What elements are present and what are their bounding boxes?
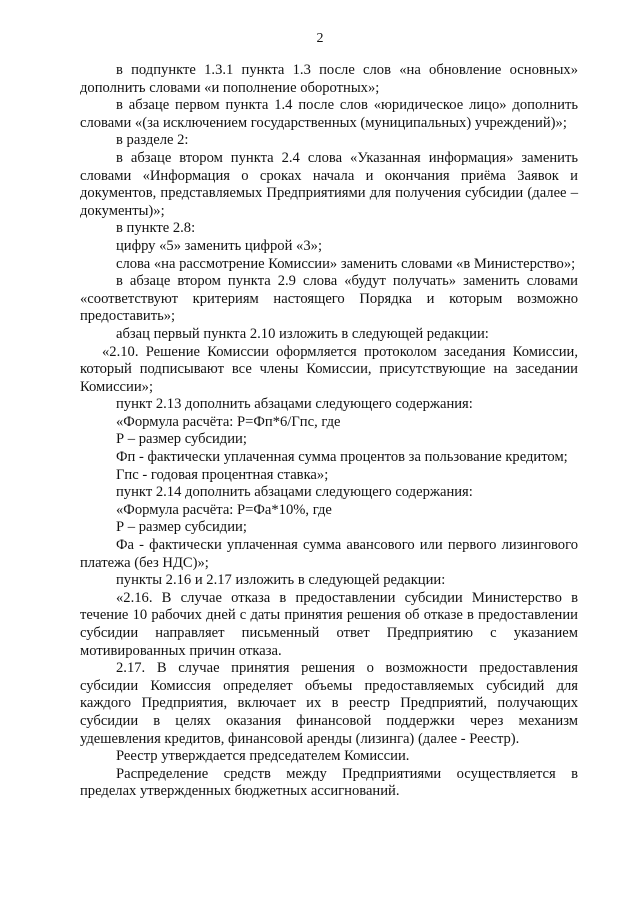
paragraph: в пункте 2.8: xyxy=(116,220,196,237)
paragraph: Р – размер субсидии; xyxy=(116,431,247,448)
paragraph: цифру «5» заменить цифрой «3»; xyxy=(116,237,322,254)
paragraph: Реестр утверждается председателем Комиссии. xyxy=(116,748,410,765)
paragraph: «Формула расчёта: Р=Фп*6/Гпс, где xyxy=(116,413,341,430)
paragraph: Фп - фактически уплаченная сумма процентов за пользование кредитом; xyxy=(116,449,568,466)
paragraph: «Формула расчёта: Р=Фа*10%, где xyxy=(116,501,332,518)
paragraph: 2.17. В случае принятия решения о возможности предоставления субсидии Комиссия определяет объемы предоставляемых субсидий для каждого Предприятия, включает их в реестр Предприятий, получающих субсидии в целях оказания финансовой поддержки через механизм удешевления кредитов, финансовой аренды (лизинга) (далее - Реестр). xyxy=(80,660,578,747)
paragraph: в подпункте 1.3.1 пункта 1.3 после слов «на обновление основных» дополнить словами «и пополнение оборотных»; xyxy=(80,62,578,96)
paragraph: пункт 2.14 дополнить абзацами следующего содержания: xyxy=(116,484,473,501)
page-number: 2 xyxy=(316,31,324,46)
paragraph: в абзаце первом пункта 1.4 после слов «юридическое лицо» дополнить словами «(за исключением государственных (муниципальных) учреждений)»; xyxy=(80,97,578,131)
paragraph: Гпс - годовая процентная ставка»; xyxy=(116,466,329,483)
paragraph: «2.16. В случае отказа в предоставлении субсидии Министерство в течение 10 рабочих дней с даты принятия решения об отказе в предоставлении субсидии направляет письменный ответ Предприятию с указанием мотивированных причин отказа. xyxy=(80,589,578,659)
paragraph: Распределение средств между Предприятиями осуществляется в пределах утвержденных бюджетных ассигнований. xyxy=(80,765,578,800)
paragraph: абзац первый пункта 2.10 изложить в следующей редакции: xyxy=(116,325,489,342)
paragraph: в абзаце втором пункта 2.9 слова «будут получать» заменить словами «соответствуют критериям настоящего Порядка и которым возможно предоставить»; xyxy=(80,273,578,325)
paragraph: Р – размер субсидии; xyxy=(116,519,247,536)
paragraph: в разделе 2: xyxy=(116,132,189,149)
paragraph: в абзаце втором пункта 2.4 слова «Указанная информация» заменить словами «Информация о сроках начала и окончания приёма Заявок и документов, представляемых Предприятиями для получения субсидии (далее – документы)»; xyxy=(80,149,578,219)
paragraph: Фа - фактически уплаченная сумма авансового или первого лизингового платежа (без НДС)»; xyxy=(80,537,578,571)
paragraph: пункты 2.16 и 2.17 изложить в следующей редакции: xyxy=(116,572,446,589)
paragraph: слова «на рассмотрение Комиссии» заменить словами «в Министерство»; xyxy=(116,255,576,272)
paragraph: «2.10. Решение Комиссии оформляется протоколом заседания Комиссии, который подписывают все члены Комиссии, присутствующие на заседании Комиссии»; xyxy=(80,343,578,395)
document-body xyxy=(80,62,578,801)
paragraph: пункт 2.13 дополнить абзацами следующего содержания: xyxy=(116,396,473,413)
